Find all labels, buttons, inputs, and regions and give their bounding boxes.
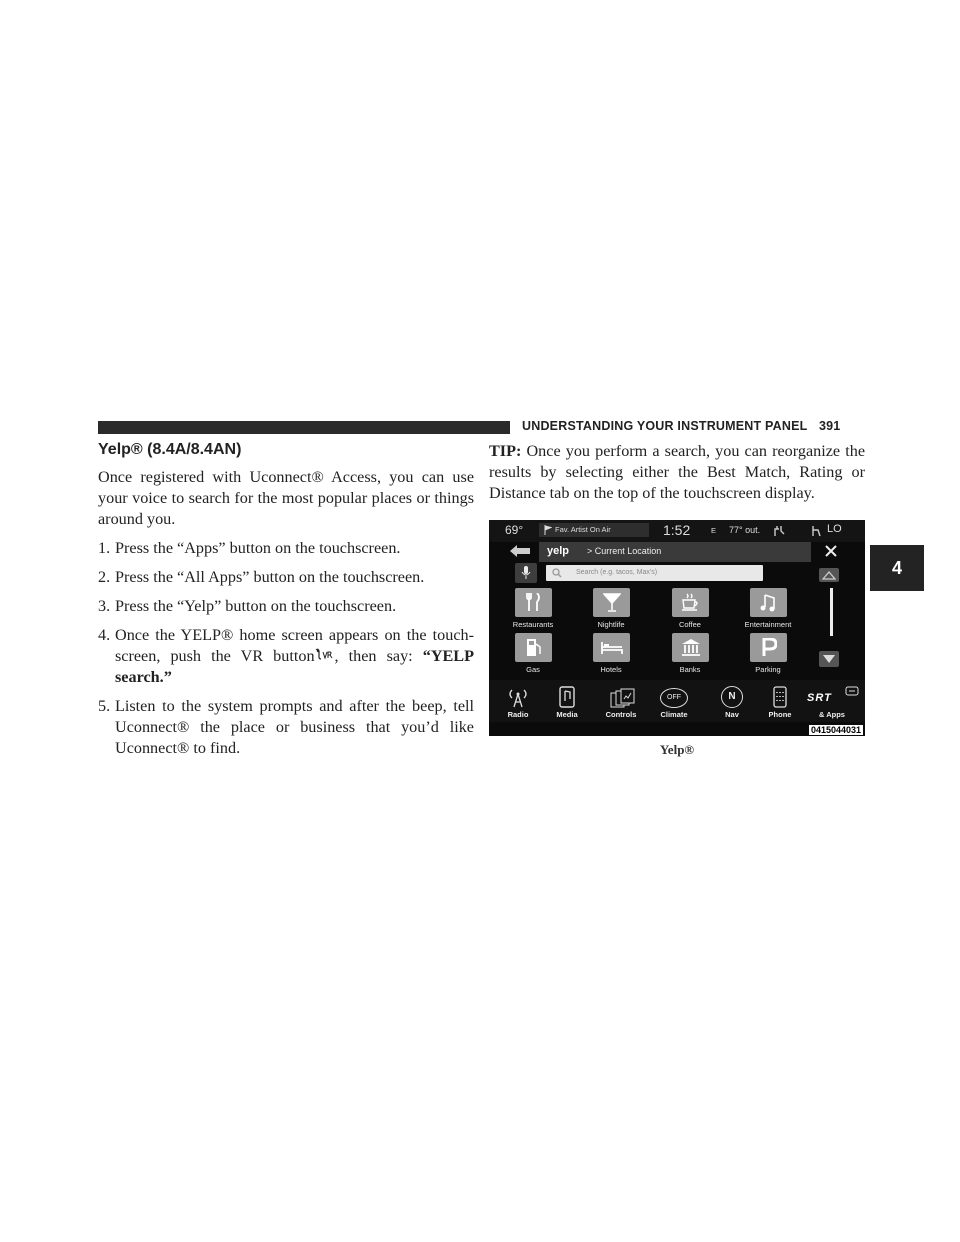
dock-label[interactable]: Media <box>556 710 578 719</box>
page-number: 391 <box>818 419 841 433</box>
dock-label[interactable]: Climate <box>660 710 688 719</box>
figure-code: 0415044031 <box>810 725 861 735</box>
bank-building-icon <box>681 638 701 657</box>
search-icon <box>552 568 562 578</box>
chevron-down-icon <box>822 654 836 664</box>
yelp-screenshot-figure <box>489 520 865 736</box>
dock-label[interactable]: & Apps <box>819 710 845 719</box>
radio-tower-icon[interactable] <box>507 688 529 708</box>
phone-keypad-icon[interactable] <box>773 686 787 708</box>
chevron-up-icon <box>822 570 836 580</box>
step-text: Listen to the system prompts and after the beep, tell Uconnect® the place or business that you’d like Uconnect® to find. <box>115 697 474 757</box>
right-column <box>489 441 865 504</box>
category-label: Nightlife <box>597 620 625 629</box>
dock-label[interactable]: Radio <box>507 710 529 719</box>
scroll-down-button[interactable] <box>819 651 839 667</box>
voice-recognition-icon <box>315 648 335 660</box>
microphone-icon <box>521 566 531 580</box>
compass-nav-icon[interactable]: N <box>721 686 743 708</box>
step-number: 2. <box>98 568 111 586</box>
nightlife-tile[interactable] <box>593 588 630 617</box>
search-placeholder: Search (e.g. tacos, Max's) <box>576 569 658 576</box>
running-header <box>522 419 840 433</box>
chapter-tab: 4 <box>870 545 924 591</box>
scroll-up-button[interactable] <box>819 568 839 582</box>
step-text <box>115 625 474 688</box>
status-time: 1:52 <box>663 522 691 538</box>
dock-label[interactable]: Phone <box>768 710 792 719</box>
voice-command: “YELP search.” <box>115 647 474 686</box>
climate-off-icon[interactable]: OFF <box>660 688 688 708</box>
category-label: Gas <box>526 665 540 674</box>
srt-logo: SRT <box>807 692 832 704</box>
banks-tile[interactable] <box>672 633 709 662</box>
category-label: Parking <box>755 665 781 674</box>
step-4 <box>98 625 474 688</box>
step-text-after: , then say: <box>334 647 413 665</box>
controls-icon[interactable] <box>610 688 636 708</box>
seat-heater-icon <box>773 525 785 537</box>
bed-icon <box>601 641 623 655</box>
restaurants-tile[interactable] <box>515 588 552 617</box>
status-fav: Fav. Artist On Air <box>555 525 611 534</box>
coffee-cup-icon <box>681 593 701 612</box>
microphone-button[interactable] <box>515 563 537 583</box>
figure-caption: Yelp® <box>659 742 695 757</box>
status-compass: E <box>711 526 717 535</box>
coffee-tile[interactable] <box>672 588 709 617</box>
scrollbar[interactable] <box>830 588 833 636</box>
step-1 <box>98 538 474 559</box>
fork-knife-icon <box>526 593 542 612</box>
category-label: Coffee <box>679 620 701 629</box>
yelp-logo: yelp <box>547 545 570 557</box>
step-number: 3. <box>98 597 111 615</box>
category-label: Hotels <box>600 665 622 674</box>
parking-icon <box>761 638 777 657</box>
step-3 <box>98 596 474 617</box>
step-text-before: Once the YELP® home screen appears on the touch-screen, push the VR button <box>115 626 474 665</box>
step-number: 1. <box>98 539 111 557</box>
step-text: Press the “Apps” button on the touchscreen. <box>115 539 401 557</box>
cocktail-glass-icon <box>603 593 621 612</box>
apps-icon <box>845 686 859 696</box>
flag-icon <box>544 525 552 535</box>
hotels-tile[interactable] <box>593 633 630 662</box>
tip-text: Once you perform a search, you can reorganize the results by selecting either the Best Match, Rating or Distance tab on the top of the touchscreen display. <box>489 442 865 502</box>
status-temp: 69° <box>505 523 524 537</box>
category-label: Restaurants <box>512 620 554 629</box>
seat-icon <box>811 525 823 537</box>
media-icon[interactable] <box>559 686 575 708</box>
close-icon[interactable] <box>825 545 837 557</box>
search-input[interactable] <box>546 565 763 581</box>
intro-paragraph: Once registered with Uconnect® Access, you can use your voice to search for the most popular places or things around you. <box>98 468 474 528</box>
step-number: 4. <box>98 626 111 644</box>
music-note-icon <box>759 593 779 612</box>
status-bar <box>489 520 865 542</box>
section-title: Yelp® (8.4A/8.4AN) <box>98 441 242 458</box>
step-text: Press the “All Apps” button on the touchscreen. <box>115 568 425 586</box>
step-2 <box>98 567 474 588</box>
tip-label: TIP: <box>489 442 522 460</box>
gas-tile[interactable] <box>515 633 552 662</box>
step-5 <box>98 696 474 759</box>
dock-label[interactable]: Nav <box>725 710 739 719</box>
breadcrumb-text: > Current Location <box>587 546 662 556</box>
tip-paragraph <box>489 441 865 504</box>
gas-pump-icon <box>526 638 542 657</box>
header-rule <box>98 421 510 434</box>
step-number: 5. <box>98 697 111 715</box>
step-text: Press the “Yelp” button on the touchscreen. <box>115 597 397 615</box>
category-label: Banks <box>679 665 701 674</box>
status-seat-level: LO <box>827 523 842 535</box>
back-arrow-icon[interactable] <box>509 544 531 558</box>
parking-tile[interactable] <box>750 633 787 662</box>
entertainment-tile[interactable] <box>750 588 787 617</box>
status-outside-temp: 77° out. <box>729 525 761 535</box>
category-label: Entertainment <box>744 620 792 629</box>
header-section: UNDERSTANDING YOUR INSTRUMENT PANEL <box>522 419 808 433</box>
left-column <box>98 467 474 767</box>
dock-label[interactable]: Controls <box>605 710 637 719</box>
breadcrumb-bar <box>539 542 811 562</box>
